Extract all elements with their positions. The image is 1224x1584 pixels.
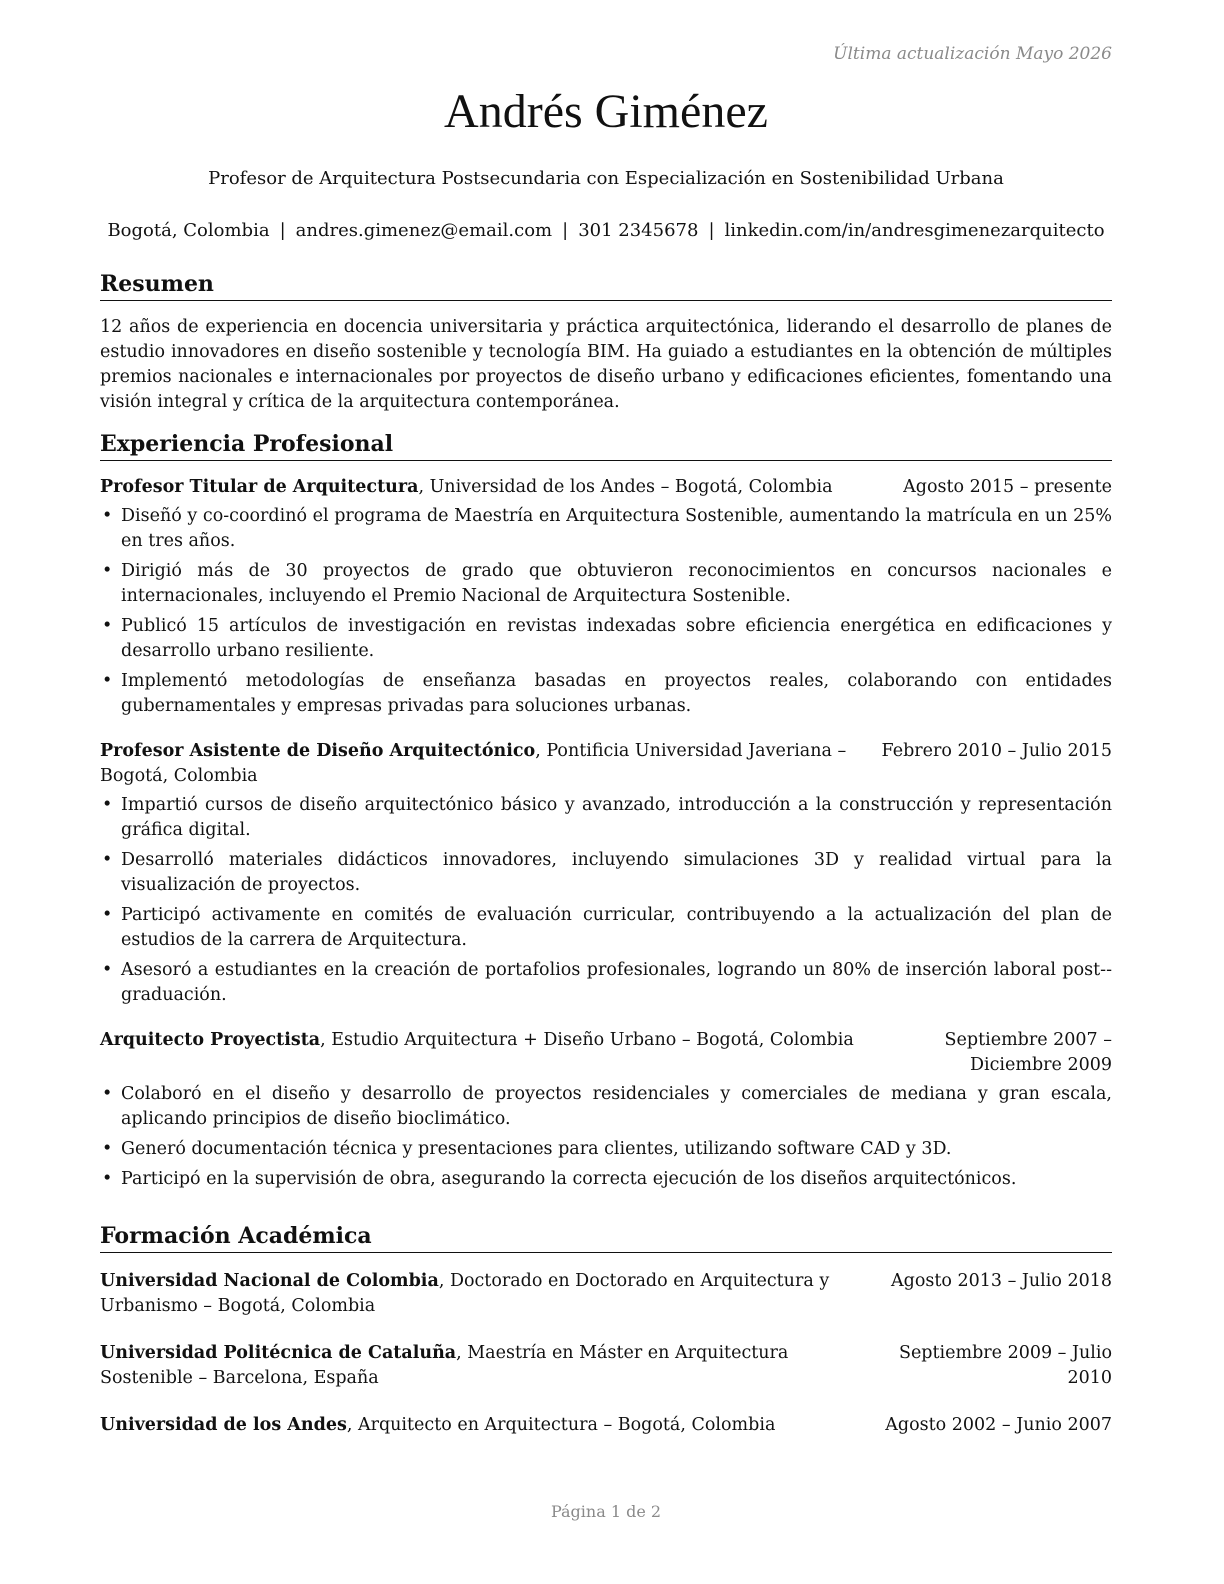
resume-page [100, 0, 1112, 1584]
job-bullet: • Desarrolló materiales didácticos innovadores, incluyendo simulaciones 3D y realidad virtual para la visualización de proyectos. [100, 848, 1112, 898]
education-dates: Agosto 2002 – Junio 2007 [885, 1415, 1112, 1435]
contact-location: Bogotá, Colombia [107, 220, 270, 241]
summary-section [100, 270, 1112, 415]
job-bullets [100, 793, 1112, 1008]
job-organization: , Universidad de los Andes – Bogotá, Colombia [418, 477, 833, 497]
job-bullet: • Implementó metodologías de enseñanza basadas en proyectos reales, colaborando con entidades gubernamentales y empresas privadas para soluciones urbanas. [100, 669, 1112, 719]
education-school: Universidad Politécnica de Cataluña [100, 1343, 457, 1363]
job-organization: , Estudio Arquitectura + Diseño Urbano – Bogotá, Colombia [320, 1030, 854, 1050]
contact-email[interactable]: andres.gimenez@email.com [295, 220, 553, 241]
education-dates: Agosto 2013 – Julio 2018 [890, 1271, 1112, 1291]
contact-separator: | [562, 220, 569, 241]
contact-line [80, 220, 1132, 241]
section-title-experience: Experiencia Profesional [100, 430, 1112, 461]
education-detail: , Arquitecto en Arquitectura – Bogotá, Colombia [346, 1415, 776, 1435]
experience-section [100, 430, 1112, 1197]
contact-linkedin[interactable]: linkedin.com/in/andresgimenezarquitecto [724, 220, 1105, 241]
job-bullet: • Generó documentación técnica y presentaciones para clientes, utilizando software CAD y 3D. [100, 1137, 1112, 1162]
candidate-name: Andrés Giménez [444, 85, 768, 138]
job-entry [100, 739, 1112, 1008]
job-dates: Agosto 2015 – presente [903, 477, 1112, 497]
job-bullets [100, 1082, 1112, 1192]
job-role: Profesor Titular de Arquitectura [100, 477, 419, 497]
job-bullet: • Diseñó y co-coordinó el programa de Maestría en Arquitectura Sostenible, aumentando la matrícula en un 25% en tres años. [100, 504, 1112, 554]
education-school: Universidad de los Andes [100, 1415, 347, 1435]
education-detail: , Maestría en Máster en Arquitectura Sostenible – Barcelona, España [100, 1343, 789, 1388]
job-bullet: • Dirigió más de 30 proyectos de grado que obtuvieron reconocimientos en concursos nacionales e internacionales, incluyendo el Premio Nacional de Arquitectura Sostenible. [100, 559, 1112, 609]
last-updated: Última actualización Mayo 2026 [833, 44, 1112, 64]
job-bullets [100, 504, 1112, 719]
education-dates: Septiembre 2009 – Julio 2010 [898, 1343, 1112, 1388]
candidate-headline: Profesor de Arquitectura Postsecundaria con Especialización en Sostenibilidad Urbana [208, 168, 1004, 189]
summary-text: 12 años de experiencia en docencia universitaria y práctica arquitectónica, liderando el desarrollo de planes de estudio innovadores en diseño sostenible y tecnología BIM. Ha guiado a estudiantes en la obtención de múltiples premios nacionales e internacionales por proyectos de diseño urbano y edificaciones eficientes, fomentando una visión integral y crítica de la arquitectura contemporánea. [100, 317, 1112, 412]
job-bullet: • Colaboró en el diseño y desarrollo de proyectos residenciales y comerciales de mediana y gran escala, aplicando principios de diseño bioclimático. [100, 1082, 1112, 1132]
job-bullet: • Publicó 15 artículos de investigación en revistas indexadas sobre eficiencia energética en edificaciones y desarrollo urbano resiliente. [100, 614, 1112, 664]
section-title-education: Formación Académica [100, 1222, 1112, 1253]
job-bullet: • Participó activamente en comités de evaluación curricular, contribuyendo a la actualización del plan de estudios de la carrera de Arquitectura. [100, 903, 1112, 953]
education-detail: , Doctorado en Doctorado en Arquitectura y Urbanismo – Bogotá, Colombia [100, 1271, 830, 1316]
education-school: Universidad Nacional de Colombia [100, 1271, 439, 1291]
education-section [100, 1222, 1112, 1438]
contact-separator: | [279, 220, 286, 241]
education-entry [100, 1341, 1112, 1391]
job-bullet: • Asesoró a estudiantes en la creación de portafolios profesionales, logrando un 80% de inserción laboral post--graduación. [100, 958, 1112, 1008]
job-dates: Septiembre 2007 – Diciembre 2009 [944, 1030, 1112, 1075]
page-number: Página 1 de 2 [550, 1502, 662, 1521]
contact-separator: | [708, 220, 715, 241]
job-dates: Febrero 2010 – Julio 2015 [881, 741, 1112, 761]
section-title-summary: Resumen [100, 270, 1112, 301]
job-entry [100, 1028, 1112, 1192]
job-role: Arquitecto Proyectista [100, 1030, 321, 1050]
job-role: Profesor Asistente de Diseño Arquitectónico [100, 741, 536, 761]
education-entry [100, 1269, 1112, 1319]
job-entry [100, 475, 1112, 719]
job-organization: , Pontificia Universidad Javeriana – Bogotá, Colombia [100, 741, 847, 786]
job-bullet: • Impartió cursos de diseño arquitectónico básico y avanzado, introducción a la construcción y representación gráfica digital. [100, 793, 1112, 843]
contact-phone: 301 2345678 [578, 220, 699, 241]
job-bullet: • Participó en la supervisión de obra, asegurando la correcta ejecución de los diseños arquitectónicos. [100, 1167, 1112, 1192]
education-entry [100, 1413, 1112, 1438]
